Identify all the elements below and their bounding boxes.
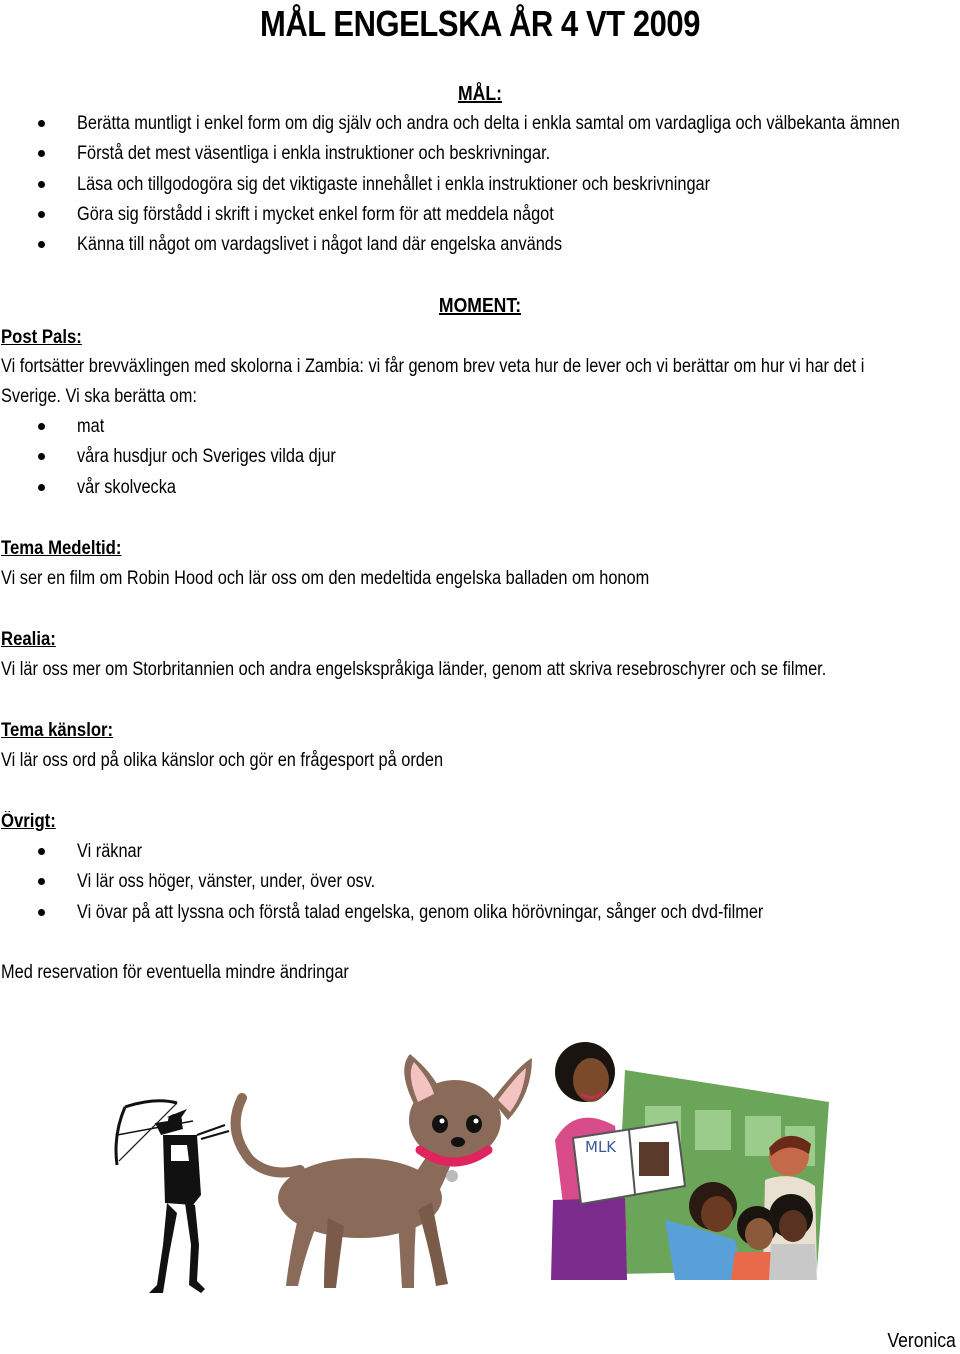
bullet-icon — [38, 453, 45, 460]
bullet-icon — [38, 241, 45, 248]
bullet-icon — [38, 120, 45, 127]
bullet-icon — [38, 211, 45, 218]
book-label: MLK — [585, 1138, 617, 1156]
medeltid-text: Vi ser en film om Robin Hood och lär oss om den medeltida engelska balladen om honom — [1, 568, 650, 589]
reservation-note: Med reservation för eventuella mindre ändringar — [1, 962, 349, 983]
classroom-illustration — [545, 1030, 835, 1280]
list-item: Vi räknar — [0, 837, 960, 867]
archer-illustration — [105, 1095, 235, 1300]
list-item: Göra sig förstådd i skrift i mycket enkel form för att meddela något — [0, 200, 960, 230]
list-item: våra husdjur och Sveriges vilda djur — [0, 442, 960, 472]
list-item: vår skolvecka — [0, 473, 960, 503]
list-item: Vi övar på att lyssna och förstå talad engelska, genom olika hörövningar, sånger och dvd-filmer — [0, 898, 960, 928]
ovrigt-list — [0, 837, 960, 928]
moments-heading: MOMENT: — [438, 295, 522, 317]
kanslor-heading: Tema känslor: — [1, 720, 114, 741]
bullet-icon — [38, 181, 45, 188]
medeltid-heading: Tema Medeltid: — [1, 538, 122, 559]
list-item: Berätta muntligt i enkel form om dig själv och andra och delta i enkla samtal om vardagliga och välbekanta ämnen — [0, 109, 960, 139]
page-title: MÅL ENGELSKA ÅR 4 VT 2009 — [259, 3, 700, 44]
realia-text: Vi lär oss mer om Storbritannien och andra engelskspråkiga länder, genom att skriva resebroschyrer och se filmer. — [1, 659, 827, 680]
post-pals-text-line2: Sverige. Vi ska berätta om: — [1, 386, 197, 407]
list-item: mat — [0, 412, 960, 442]
list-item: Känna till något om vardagslivet i något land där engelska används — [0, 230, 960, 260]
signature: Veronica — [887, 1330, 956, 1352]
list-item: Läsa och tillgodogöra sig det viktigaste innehållet i enkla instruktioner och beskrivningar — [0, 170, 960, 200]
list-item: Vi lär oss höger, vänster, under, över osv. — [0, 867, 960, 897]
dog-illustration — [220, 1050, 540, 1295]
bullet-icon — [38, 423, 45, 430]
goals-heading: MÅL: — [458, 83, 502, 105]
post-pals-heading: Post Pals: — [1, 327, 82, 348]
bullet-icon — [38, 909, 45, 916]
realia-heading: Realia: — [1, 629, 56, 650]
bullet-icon — [38, 150, 45, 157]
kanslor-text: Vi lär oss ord på olika känslor och gör en frågesport på orden — [1, 750, 444, 771]
post-pals-text-line1: Vi fortsätter brevväxlingen med skolorna i Zambia: vi får genom brev veta hur de lever och vi berättar om hur vi har det i — [1, 356, 865, 377]
post-pals-list — [0, 412, 960, 503]
bullet-icon — [38, 484, 45, 491]
list-item: Förstå det mest väsentliga i enkla instruktioner och beskrivningar. — [0, 139, 960, 169]
bullet-icon — [38, 878, 45, 885]
goals-list — [0, 109, 960, 260]
ovrigt-heading: Övrigt: — [1, 811, 56, 832]
bullet-icon — [38, 848, 45, 855]
